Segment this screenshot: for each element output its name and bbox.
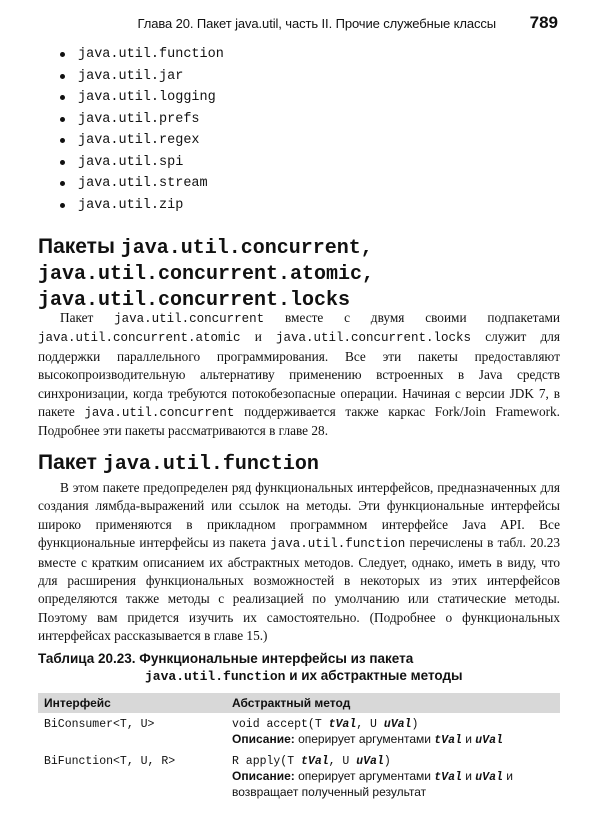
bullet-icon [60, 117, 65, 122]
method-signature: R apply(T tVal, U uVal) [232, 755, 391, 768]
table-row [38, 713, 560, 750]
list-item: java.util.prefs [60, 109, 224, 131]
running-header [0, 14, 560, 40]
paragraph-concurrent: Пакет java.util.concurrent вместе с двумя своими подпакетами java.util.concurrent.atomic и java.util.concurrent.locks служит для поддержки параллельного программирования. Все эти пакеты предоставляют высокопроизводительную альтернативу применению встроенных в Java средств синхронизации, когда требуются потокобезопасные операции. Начиная с версии JDK 7, в пакете java.util.concurrent поддерживается также каркас Fork/Join Framework. Подробнее эти пакеты рассматриваются в главе 28. [38, 310, 560, 439]
method-signature: void accept(T tVal, U uVal) [232, 718, 419, 731]
bullet-icon [60, 138, 65, 143]
list-item: java.util.zip [60, 195, 224, 217]
list-item: java.util.jar [60, 66, 224, 88]
table-row [38, 750, 560, 802]
method-description: Описание: оперирует аргументами tVal и uVal [232, 732, 503, 747]
list-item: java.util.logging [60, 87, 224, 109]
column-header-method: Абстрактный метод [226, 693, 560, 713]
bullet-icon [60, 181, 65, 186]
method-description: Описание: оперирует аргументами tVal и uVal и возвращает полученный результат [232, 769, 513, 799]
paragraph-function: В этом пакете предопределен ряд функциональных интерфейсов, предназначенных для создания лямбда-выражений или ссылок на методы. Эти функциональные интерфейсы широко применяются в прикладном программном интерфейсе Java API. Все функциональные интерфейсы из пакета java.util.function перечислены в табл. 20.23 вместе с кратким описанием их абстрактных методов. Следует, однако, иметь в виду, что для расширения функциональных возможностей в некоторых из этих интерфейсов определяются также методы с реализацией по умолчанию или статические методы. Поэтому вам придется изучить их самостоятельно. (Подробнее о функциональных интерфейсах рассказывается в главе 15.) [38, 480, 560, 644]
bullet-icon [60, 203, 65, 208]
bullet-icon [60, 160, 65, 165]
bullet-icon [60, 74, 65, 79]
table-header-row [38, 693, 560, 713]
bullet-icon [60, 95, 65, 100]
table-caption: Таблица 20.23. Функциональные интерфейсы из пакета java.util.function и их абстрактные методы [38, 651, 463, 684]
package-list [60, 44, 224, 216]
method-cell [226, 750, 560, 802]
list-item: java.util.regex [60, 130, 224, 152]
bullet-icon [60, 52, 65, 57]
interface-name: BiConsumer<T, U> [44, 718, 155, 731]
functional-interfaces-table [38, 693, 560, 802]
list-item: java.util.function [60, 44, 224, 66]
section-heading-function: Пакет java.util.function [38, 451, 319, 476]
method-cell [226, 713, 560, 750]
list-item: java.util.spi [60, 152, 224, 174]
column-header-interface: Интерфейс [38, 693, 226, 713]
section-heading-concurrent: Пакеты java.util.concurrent, java.util.concurrent.atomic, java.util.concurrent.locks [38, 235, 375, 312]
chapter-title: Глава 20. Пакет java.util, часть II. Прочие служебные классы [137, 16, 496, 31]
interface-name: BiFunction<T, U, R> [44, 755, 176, 768]
list-item: java.util.stream [60, 173, 224, 195]
page-number: 789 [529, 13, 558, 32]
